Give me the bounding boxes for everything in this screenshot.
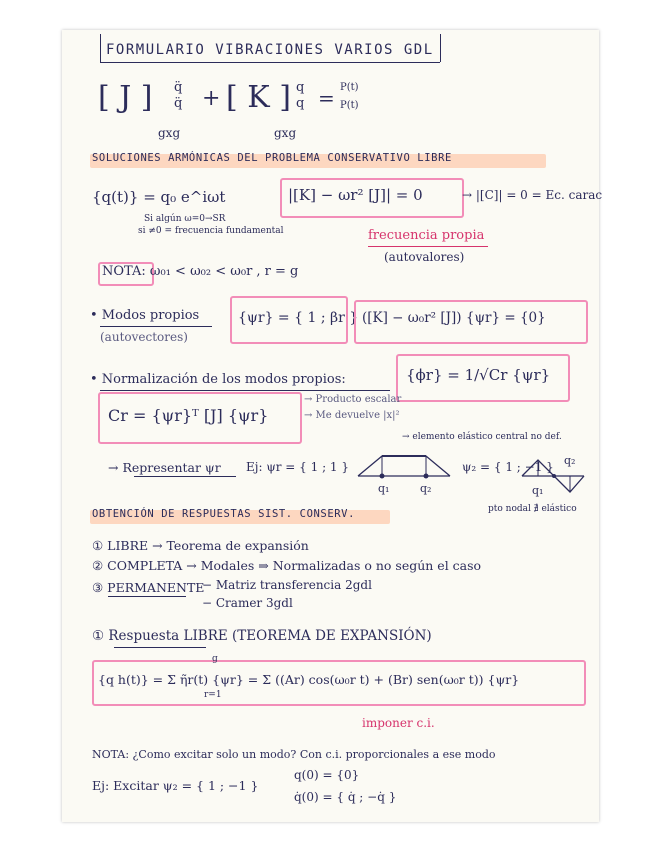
method-complete: ② COMPLETA → Modales ⇒ Normalizadas o no según el caso	[92, 558, 482, 573]
modes-sub: (autovectores)	[100, 330, 188, 344]
page-title: FORMULARIO VIBRACIONES VARIOS GDL	[106, 42, 434, 58]
method-permanent: ③ PERMANENTE	[92, 580, 205, 595]
mode1-mass-1	[380, 474, 385, 479]
vector-p-top: P(t)	[340, 82, 359, 93]
nota-line: NOTA: ω₀₁ < ω₀₂ < ω₀r , r = g	[102, 264, 299, 279]
mode-example-1: Ej: ψr = { 1 ; 1 }	[246, 460, 350, 474]
single-mode-note: NOTA: ¿Como excitar solo un modo? Con c.i. proporcionales a ese modo	[92, 748, 496, 761]
sum-lower-limit: r=1	[204, 690, 222, 700]
frequency-label: frecuencia propia	[368, 228, 485, 243]
elastic-element-note: → elemento elástico central no def.	[402, 432, 562, 442]
mass-label-q2: q₂	[420, 482, 432, 495]
permanent-underline	[108, 596, 186, 597]
mode-equation: ([K] − ω₀r² [J]) {ψr} = {0}	[362, 310, 546, 326]
initial-velocity: q̇(0) = { q̇ ; −q̇ }	[294, 790, 397, 804]
vector-qdd-top: q̈	[174, 80, 183, 95]
frequency-sub: (autovalores)	[384, 250, 465, 264]
nodal-point-note: pto nodal ∄ elástico	[488, 504, 577, 514]
mode1-shape	[358, 456, 450, 476]
normalization-label: • Normalización de los modos propios:	[90, 372, 346, 387]
notebook-page	[62, 30, 603, 822]
free-response-heading: ① Respuesta LIBRE (TEOREMA DE EXPANSIÓN)	[92, 628, 432, 644]
impose-ic-note: imponer c.i.	[362, 716, 435, 730]
mode1-mass-2	[424, 474, 429, 479]
single-mode-example: Ej: Excitar ψ₂ = { 1 ; −1 }	[92, 778, 259, 793]
mass-label-q1: q₁	[378, 482, 390, 495]
represent-label: → Representar ψr	[108, 460, 221, 475]
mode2-nodal-point	[552, 474, 556, 478]
dimension-j: gxg	[158, 126, 181, 140]
matrix-k: [ K ]	[226, 80, 291, 115]
method-free: ① LIBRE → Teorema de expansión	[92, 538, 309, 553]
matrix-j: [ J ]	[98, 80, 153, 115]
equals-sign: =	[318, 86, 335, 110]
mass-label-q2b: q₂	[564, 454, 576, 467]
vector-q-bottom: q	[296, 96, 305, 111]
mode-example-2: ψ₂ = { 1 ; −1 }	[462, 460, 554, 474]
initial-displacement: q(0) = {0}	[294, 768, 360, 782]
characteristic-eq: |[K] − ωr² [J]| = 0	[288, 186, 423, 204]
method-permanent-b: − Cramer 3gdl	[202, 596, 293, 610]
vector-p-bottom: P(t)	[340, 100, 359, 111]
method-permanent-a: − Matriz transferencia 2gdl	[202, 578, 372, 592]
characteristic-implies: → |[C]| = 0 = Ec. carac	[462, 188, 603, 202]
cr-equation: Cr = {ψr}ᵀ [J] {ψr}	[108, 406, 269, 425]
mode-vector: {ψr} = { 1 ; βr }	[238, 310, 359, 326]
phi-equation: {ϕr} = 1/√Cr {ψr}	[406, 366, 551, 384]
free-response-underline	[114, 647, 206, 648]
expansion-equation: {q h(t)} = Σ η̃r(t) {ψr} = Σ ((Ar) cos(ω₀r t) + (Br) sen(ω₀r t)) {ψr}	[98, 672, 520, 687]
sum-upper-limit: g	[212, 654, 218, 664]
solution-note-2: si ≠0 = frecuencia fundamental	[138, 226, 284, 236]
harmonic-solution: {q(t)} = q₀ e^iωt	[92, 188, 226, 206]
section1-heading: SOLUCIONES ARMÓNICAS DEL PROBLEMA CONSERVATIVO LIBRE	[92, 152, 452, 164]
section2-heading: OBTENCIÓN DE RESPUESTAS SIST. CONSERV.	[92, 508, 356, 520]
scalar-product-note: → Producto escalar	[304, 394, 402, 405]
plus-sign: +	[202, 86, 221, 111]
vector-qdd-bottom: q̈	[174, 96, 183, 111]
vector-q-top: q	[296, 80, 305, 95]
norm-note: → Me devuelve |x|²	[304, 410, 400, 421]
mass-label-q1b: q₁	[532, 484, 544, 497]
modes-label: • Modos propios	[90, 308, 200, 323]
solution-note-1: Si algún ω=0→SR	[144, 214, 226, 224]
dimension-k: gxg	[274, 126, 297, 140]
